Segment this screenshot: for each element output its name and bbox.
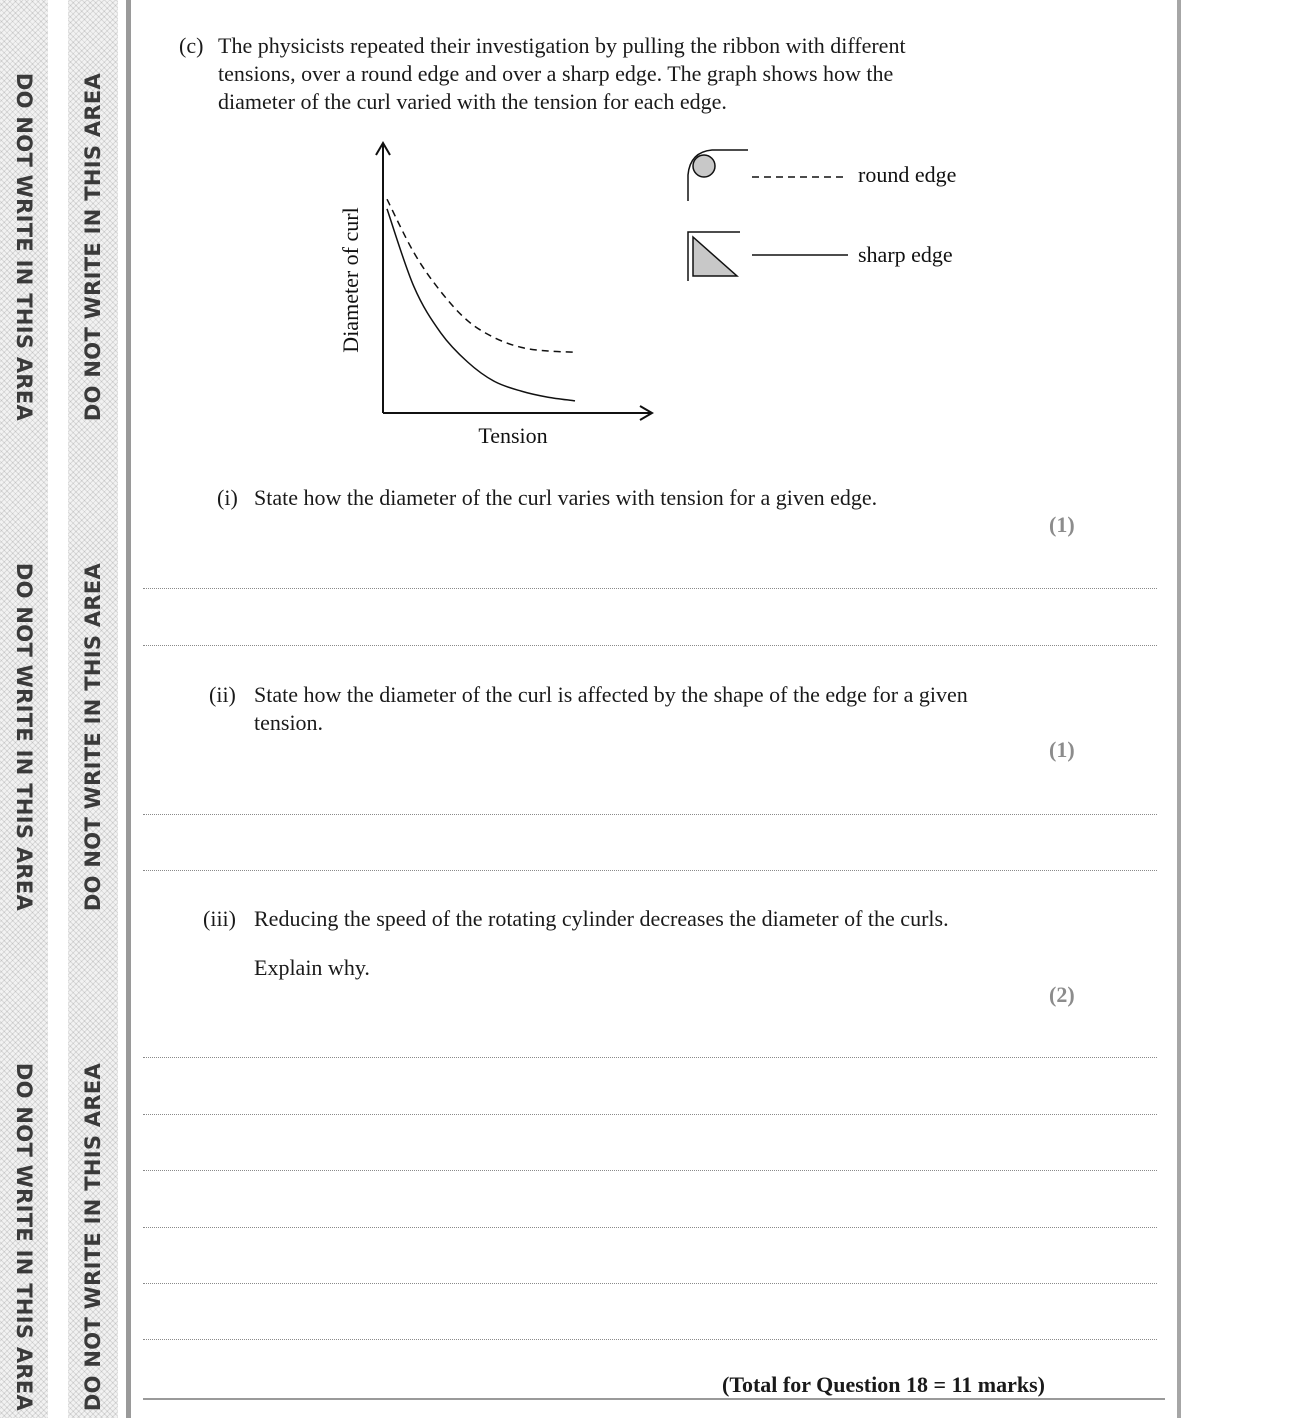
margin-warning-3: DO NOT WRITE IN THIS AREA [12,1062,36,1412]
y-axis [376,143,390,413]
question-i-marks: (1) [1049,512,1075,537]
part-c-label: (c) [179,33,204,58]
answer-line-ii-2[interactable] [143,870,1157,871]
margin-warning-5: DO NOT WRITE IN THIS AREA [81,562,105,912]
margin-warning-2: DO NOT WRITE IN THIS AREA [12,562,36,912]
x-axis-label: Tension [478,423,548,448]
question-i-text: State how the diameter of the curl varies with tension for a given edge. [254,485,878,510]
answer-line-iii-2[interactable] [143,1114,1157,1115]
margin-warning-6: DO NOT WRITE IN THIS AREA [81,1062,105,1412]
curl-graph [0,0,1308,470]
sharp-edge-curve [387,209,575,401]
question-ii-text-2: tension. [254,710,324,735]
answer-line-iii-1[interactable] [143,1057,1157,1058]
question-iii-marks: (2) [1049,982,1075,1007]
answer-line-ii-1[interactable] [143,814,1157,815]
round-edge-legend-label: round edge [858,162,957,187]
answer-line-iii-4[interactable] [143,1227,1157,1228]
answer-line-iii-3[interactable] [143,1170,1157,1171]
question-iii-text-2: Explain why. [254,955,370,980]
question-ii-text-1: State how the diameter of the curl is affected by the shape of the edge for a given [254,682,968,707]
answer-line-iii-6[interactable] [143,1339,1157,1340]
answer-line-iii-5[interactable] [143,1283,1157,1284]
margin-warning-1: DO NOT WRITE IN THIS AREA [12,72,36,422]
bottom-rule [143,1398,1165,1400]
sharp-edge-icon [688,232,740,281]
margin-warning-4: DO NOT WRITE IN THIS AREA [81,72,105,422]
answer-line-i-1[interactable] [143,588,1157,589]
question-iii-text-1: Reducing the speed of the rotating cylinder decreases the diameter of the curls. [254,906,949,931]
round-edge-curve [387,199,575,352]
intro-line-3: diameter of the curl varied with the tension for each edge. [218,89,727,114]
answer-line-i-2[interactable] [143,645,1157,646]
question-ii-number: (ii) [209,682,236,707]
sharp-edge-legend-label: sharp edge [858,242,953,267]
question-iii-number: (iii) [203,906,236,931]
x-axis [383,406,652,420]
intro-line-2: tensions, over a round edge and over a sharp edge. The graph shows how the [218,61,894,86]
round-edge-icon [688,150,748,201]
question-ii-marks: (1) [1049,737,1075,762]
intro-line-1: The physicists repeated their investigation by pulling the ribbon with different [218,33,906,58]
question-i-number: (i) [217,485,238,510]
total-marks: (Total for Question 18 = 11 marks) [722,1372,1045,1397]
y-axis-label: Diameter of curl [338,207,363,353]
